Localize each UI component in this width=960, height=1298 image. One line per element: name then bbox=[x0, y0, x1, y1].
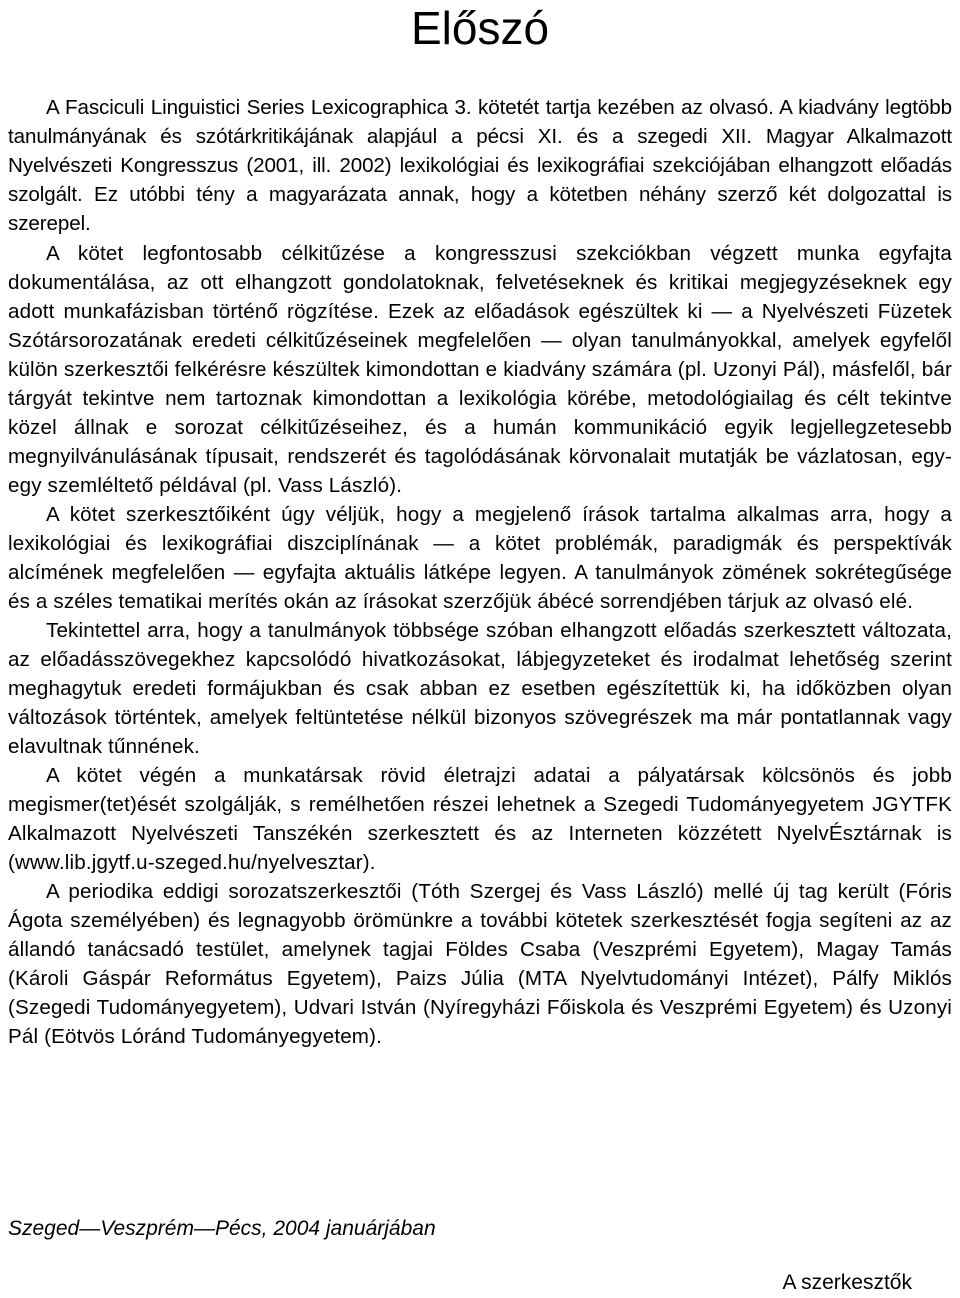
signoff-author: A szerkesztők bbox=[782, 1271, 912, 1294]
paragraph: A kötet legfontosabb célkitűzése a kongresszusi szekciókban végzett munka egyfajta dokumentálása, az ott elhangzott gondolatoknak, felvetéseknek és kritikai megjegyzéseknek egy adott munkafázisban történő rögzítése. Ezek az előadások egészültek ki — a Nyelvészeti Füzetek Szótársorozatának eredeti célkitűzéseinek megfelelően — olyan tanulmányokkal, amelyek egyfelől külön szerkesztői felkérésre készültek kimondottan e kiadvány számára (pl. Uzonyi Pál), másfelől, bár tárgyát tekintve nem tartoznak kimondottan a lexikológia körébe, metodológiailag és célt tekintve közel állnak e sorozat célkitűzéseihez, és a humán kommunikáció egyik legjellegzetesebb megnyilvánulásának típusait, rendszerét és tagolódásának körvonalait mutatják be vázlatosan, egy-egy szemléltető példával (pl. Vass László). bbox=[8, 242, 952, 497]
paragraph: A kötet szerkesztőiként úgy véljük, hogy a megjelenő írások tartalma alkalmas arra, hogy a lexikológiai és lexikográfiai diszciplínának — a kötet problémák, paradigmák és perspektívák alcímének megfelelően — egyfajta aktuális látképe legyen. A tanulmányok zömének sokrétegűsége és a széles tematikai merítés okán az írásokat szerzőjük ábécé sorrendjében tárjuk az olvasó elé. bbox=[8, 503, 952, 613]
signoff-place-date: Szeged—Veszprém—Pécs, 2004 januárjában bbox=[8, 1217, 436, 1240]
preface-text-intro bbox=[8, 93, 952, 238]
paragraph: A kötet végén a munkatársak rövid életrajzi adatai a pályatársak kölcsönös és jobb megismer(tet)ését szolgálják, s remélhetően részei lehetnek a Szegedi Tudományegyetem JGYTFK Alkalmazott Nyelvészeti Tanszékén szerkesztett és az Interneten közzétett NyelvÉsztárnak is (www.lib.jgytf.u-szeged.hu/nyelvesztar). bbox=[8, 764, 952, 874]
paragraph: A Fasciculi Linguistici Series Lexicographica 3. kötetét tartja kezében az olvasó. A kiadvány legtöbb tanulmányának és szótárkritikájának alapjául a pécsi XI. és a szegedi XII. Magyar Alkalmazott Nyelvészeti Kongresszus (2001, ill. 2002) lexikológiai és lexikográfiai szekciójában elhangzott előadás szolgált. Ez utóbbi tény a magyarázata annak, hogy a kötetben néhány szerző két dolgozattal is szerepel. bbox=[8, 96, 952, 235]
preface-text-main bbox=[8, 239, 952, 1051]
paragraph: A periodika eddigi sorozatszerkesztői (Tóth Szergej és Vass László) mellé új tag került (Fóris Ágota személyében) és legnagyobb örömünkre a további kötetek szerkesztését fogja segíteni az az állandó tanácsadó testület, amelynek tagjai Földes Csaba (Veszprémi Egyetem), Magay Tamás (Károli Gáspár Református Egyetem), Paizs Júlia (MTA Nyelvtudományi Intézet), Pálfy Miklós (Szegedi Tudományegyetem), Udvari István (Nyíregyházi Főiskola és Veszprémi Egyetem) és Uzonyi Pál (Eötvös Lóránd Tudományegyetem). bbox=[8, 880, 952, 1048]
page-title: Előszó bbox=[410, 2, 550, 54]
paragraph: Tekintettel arra, hogy a tanulmányok többsége szóban elhangzott előadás szerkesztett változata, az előadásszövegekhez kapcsolódó hivatkozásokat, lábjegyzeteket és irodalmat lehetőség szerint meghagytuk eredeti formájukban és csak abban ez esetben egészítettük ki, ha időközben olyan változások történtek, amelyek feltüntetése nélkül bizonyos szövegrészek ma már pontatlannak vagy elavultnak tűnnének. bbox=[8, 619, 952, 758]
